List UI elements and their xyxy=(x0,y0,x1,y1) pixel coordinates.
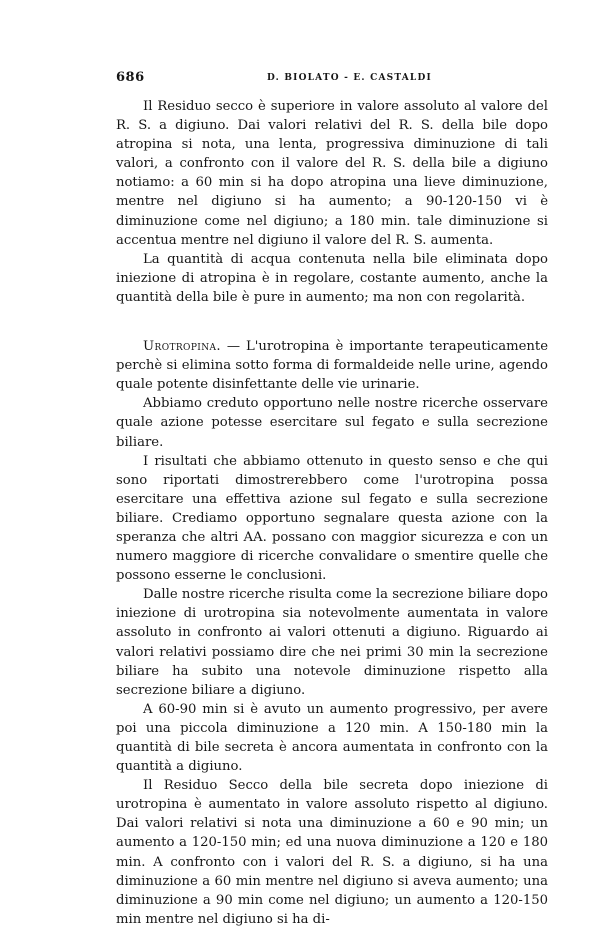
page-header xyxy=(116,70,546,88)
running-title: D. BIOLATO - E. CASTALDI xyxy=(267,73,432,83)
paragraph-residuo-secco: Il Residuo secco è superiore in valore assoluto al valore del R. S. a digiuno. Dai valori relativi del R. S. della bile dopo atropina si nota, una lenta, progressiva diminuzione di tali valori, a confronto con il valore del R. S. della bile a digiuno notiamo: a 60 min si ha dopo atropina una lieve diminuzione, mentre nel digiuno si ha aumento; a 90-120-150 vi è diminuzione come nel digiuno; a 180 min. tale diminuzione si accentua mentre nel digiuno il valore del R. S. aumenta. xyxy=(116,99,548,248)
paragraph-azione: Abbiamo creduto opportuno nelle nostre ricerche osservare quale azione potesse esercitare sul fegato e sulla secrezione biliare. xyxy=(116,396,548,450)
page-number: 686 xyxy=(116,70,145,85)
section-lead-text: — L'urotropina è importante terapeuticamente perchè si elimina sotto forma di formaldeide nelle urine, agendo quale potente disinfettante delle vie urinarie. xyxy=(116,339,548,393)
paragraph-residuo-secco-urotropina: Il Residuo Secco della bile secreta dopo iniezione di urotropina è aumentato in valore assoluto rispetto al digiuno. Dai valori relativi si nota una diminuzione a 60 e 90 min; un aumento a 120-150 min; ed una nuova diminuzione a 120 e 180 min. A confronto con i valori del R. S. a digiuno, si ha una diminuzione a 60 min mentre nel digiuno si aveva aumento; una diminuzione a 90 min come nel digiuno; un aumento a 120-150 min mentre nel digiuno si ha di- xyxy=(116,778,548,927)
section-heading: Urotropina. xyxy=(143,339,222,355)
paragraph-ricerche: Dalle nostre ricerche risulta come la secrezione biliare dopo iniezione di urotropina sia notevolmente aumentata in valore assoluto in confronto ai valori ottenuti a digiuno. Riguardo ai valori relativi possiamo dire che nei primi 30 min la secrezione biliare ha subito una notevole diminuzione rispetto alla secrezione biliare a digiuno. xyxy=(116,587,548,698)
section-urotropina xyxy=(116,337,548,394)
paragraph-risultati: I risultati che abbiamo ottenuto in questo senso e che qui sono riportati dimostrerebbero come l'urotropina possa esercitare una effettiva azione sul fegato e sulla secrezione biliare. Crediamo opportuno segnalare questa azione con la speranza che altri AA. possano con maggior sicurezza e con un numero maggiore di ricerche convalidare o smentire quelle che possono esserne le conclusioni. xyxy=(116,453,548,584)
paragraph-aumento: A 60-90 min si è avuto un aumento progressivo, per avere poi una piccola diminuzione a 120 min. A 150-180 min la quantità di bile secreta è ancora aumentata in confronto con la quantità a digiuno. xyxy=(116,701,548,775)
body-text xyxy=(116,97,548,929)
paragraph-acqua: La quantità di acqua contenuta nella bile eliminata dopo iniezione di atropina è in regolare, costante aumento, anche la quantità della bile è pure in aumento; ma non con regolarità. xyxy=(116,251,548,305)
